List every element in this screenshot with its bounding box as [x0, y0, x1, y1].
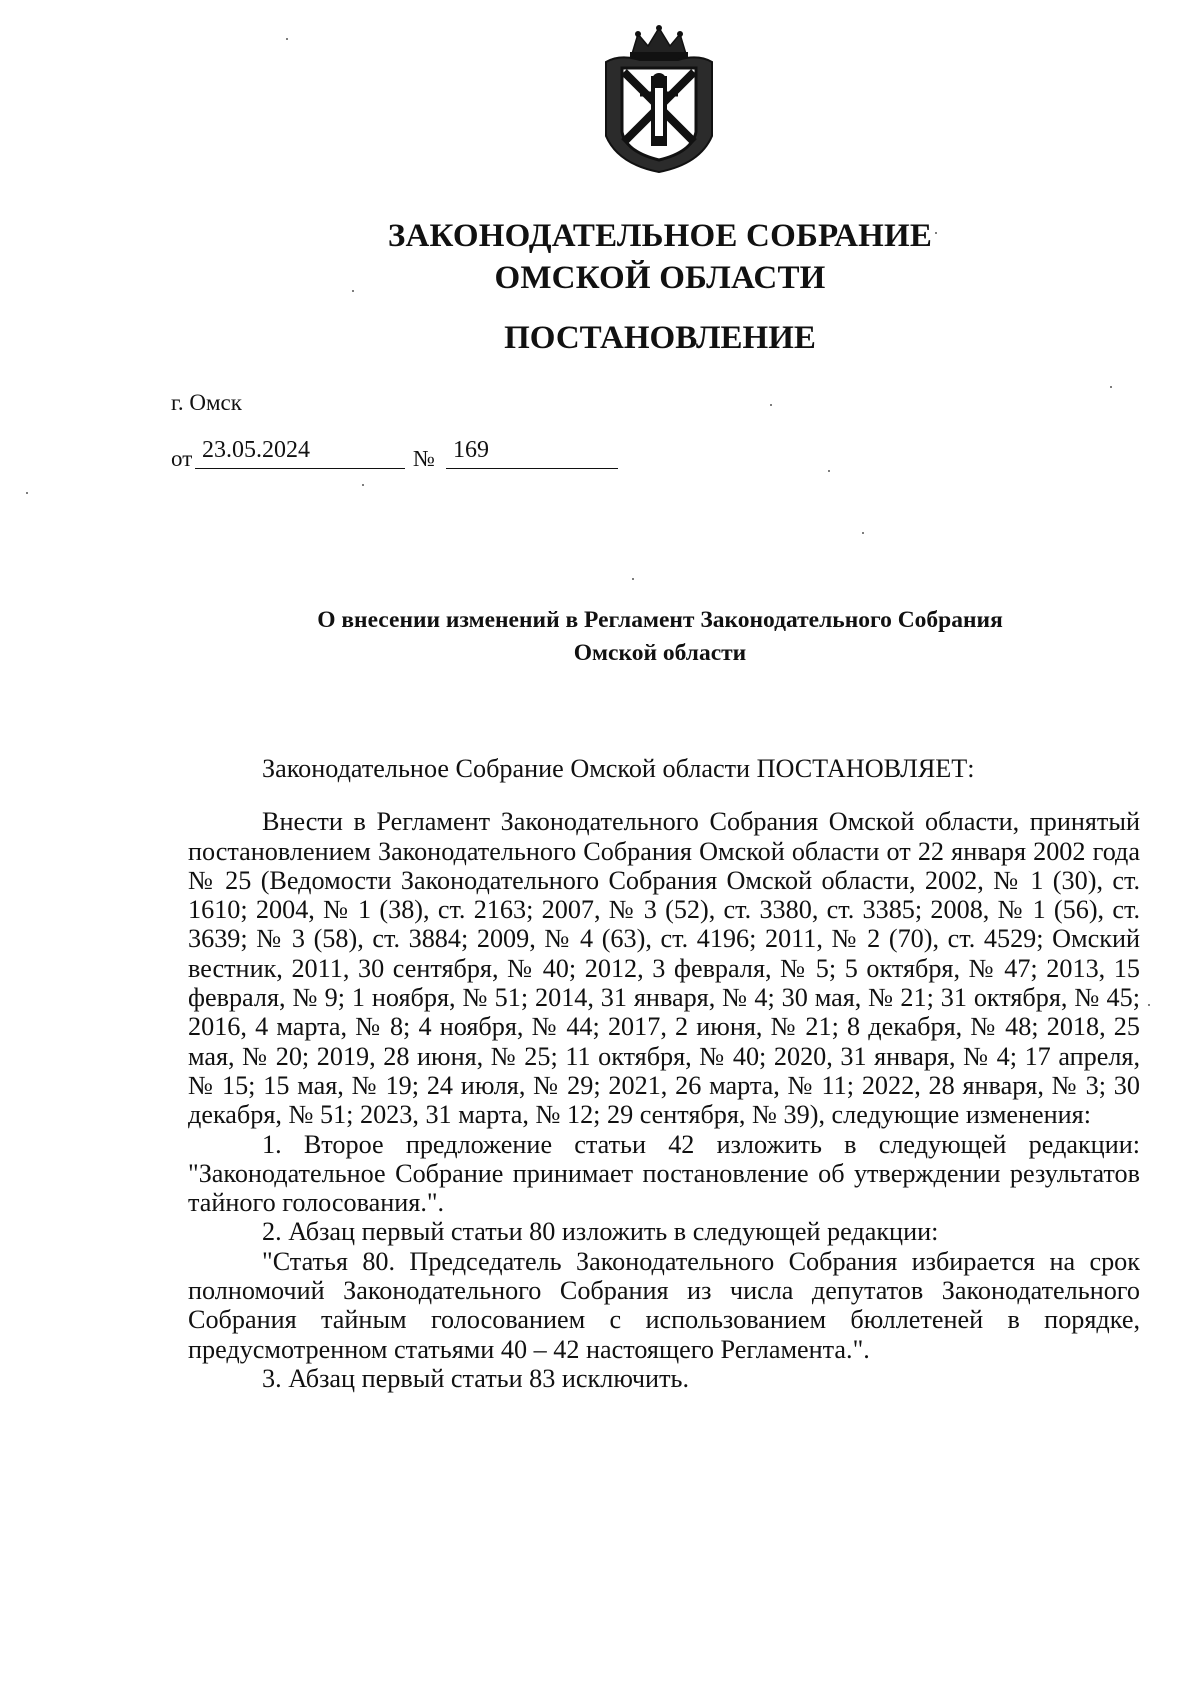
organization-name-line-2: ОМСКОЙ ОБЛАСТИ: [494, 260, 826, 296]
number-value: 169: [453, 437, 489, 463]
document-type-heading: ПОСТАНОВЛЕНИЕ: [504, 320, 816, 356]
document-title-line-2: Омской области: [573, 640, 747, 666]
city-label: г. Омск: [171, 390, 242, 415]
item-2-quote-paragraph: "Статья 80. Председатель Законодательного Собрания избирается на срок полномочий Законодательного Собрания из числа депутатов Законодательного Собрания тайным голосованием с использованием бюллетеней в порядке, предусмотренном статьями 40 – 42 настоящего Регламента.".: [188, 1246, 1140, 1364]
item-3-paragraph: 3. Абзац первый статьи 83 исключить.: [262, 1363, 690, 1393]
scan-speck: [286, 38, 288, 40]
scan-speck: [1148, 1004, 1150, 1006]
scan-speck: [1110, 386, 1112, 388]
scan-speck: [362, 484, 364, 486]
scan-speck: [770, 404, 772, 406]
organization-name-line-1: ЗАКОНОДАТЕЛЬНОЕ СОБРАНИЕ: [387, 218, 933, 254]
omsk-region-coat-of-arms-icon: [600, 24, 718, 174]
scan-speck: [352, 290, 354, 292]
number-underline: [446, 468, 618, 469]
preamble-paragraph: Законодательное Собрание Омской области ПОСТАНОВЛЯЕТ:: [262, 754, 975, 783]
scan-speck: [862, 532, 864, 534]
scan-speck: [632, 578, 634, 580]
date-underline: [195, 468, 405, 469]
number-label: №: [413, 446, 435, 471]
document-body: [188, 754, 1140, 1393]
date-number-row: [171, 432, 731, 472]
document-title: [200, 604, 1120, 670]
scan-speck: [828, 470, 830, 472]
date-value: 23.05.2024: [202, 437, 310, 463]
document-title-line-1: О внесении изменений в Регламент Законодательного Собрания: [317, 607, 1003, 633]
scan-speck: [935, 232, 937, 234]
date-label: от: [171, 446, 193, 471]
scan-speck: [26, 492, 28, 494]
item-2-paragraph: 2. Абзац первый статьи 80 изложить в следующей редакции:: [262, 1217, 939, 1247]
main-paragraph: Внести в Регламент Законодательного Собрания Омской области, принятый постановлением Законодательного Собрания Омской области от 22 января 2002 года № 25 (Ведомости Законодательного Собрания Омской области, 2002, № 1 (30), ст. 1610; 2004, № 1 (38), ст. 2163; 2007, № 3 (52), ст. 3380, ст. 3385; 2008, № 1 (56), ст. 3639; № 3 (58), ст. 3884; 2009, № 4 (63), ст. 4196; 2011, № 2 (70), ст. 4529; Омский вестник, 2011, 30 сентября, № 40; 2012, 3 февраля, № 5; 5 октября, № 47; 2013, 15 февраля, № 9; 1 ноября, № 51; 2014, 31 января, № 4; 30 мая, № 21; 31 октября, № 45; 2016, 4 марта, № 8; 4 ноября, № 44; 2017, 2 июня, № 21; 8 декабря, № 48; 2018, 25 мая, № 20; 2019, 28 июня, № 25; 11 октября, № 40; 2020, 31 января, № 4; 17 апреля, № 15; 15 мая, № 19; 24 июля, № 29; 2021, 26 марта, № 11; 2022, 28 января, № 3; 30 декабря, № 51; 2023, 31 марта, № 12; 29 сентября, № 39), следующие изменения:: [188, 807, 1140, 1130]
item-1-paragraph: 1. Второе предложение статьи 42 изложить в следующей редакции: "Законодательное Собрание принимает постановление об утверждении результатов тайного голосования.".: [188, 1129, 1140, 1218]
